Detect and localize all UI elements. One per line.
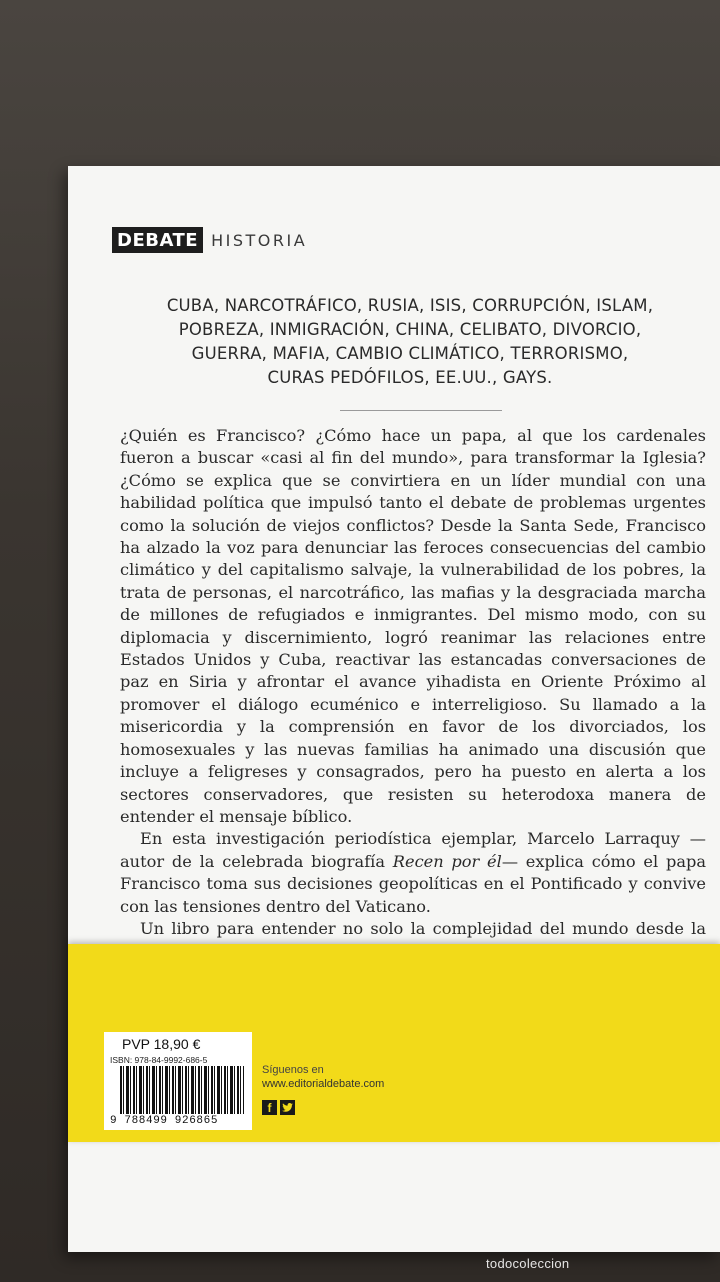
topics-line: GUERRA, MAFIA, CAMBIO CLIMÁTICO, TERRORISMO, <box>191 344 629 363</box>
topics-line: POBREZA, INMIGRACIÓN, CHINA, CELIBATO, DIVORCIO, <box>178 320 642 339</box>
follow-us-label: Síguenos en <box>262 1064 324 1076</box>
cited-book-title: Recen por él <box>392 851 502 871</box>
synopsis-paragraph-1: ¿Quién es Francisco? ¿Cómo hace un papa, al que los cardenales fueron a buscar «casi al fin del mundo», para transformar la Iglesia? ¿Cómo se explica que se convirtiera en un líder mundial con una habilidad política que impulsó tanto el debate de problemas urgentes como la solución de viejos conflictos? Desde la Santa Sede, Francisco ha alzado la voz para denunciar las feroces consecuencias del cambio climático y del capitalismo salvaje, la vulnerabilidad de los pobres, la trata de personas, el narcotráfico, las mafias y la desgraciada marcha de millones de refugiados e inmigrantes. Del mismo modo, con su diplomacia y discernimiento, logró reanimar las relaciones entre Estados Unidos y Cuba, reactivar las estancadas conversaciones de paz en Siria y afrontar el avance yihadista en Oriente Próximo al promover el diálogo ecuménico e interreligioso. Su llamado a la misericordia y la comprensión en favor de los divorciados, los homosexuales y las nuevas familias ha animado una discusión que incluye a feligreses y consagrados, pero ha puesto en alerta a los sectores conservadores, que resisten su heterodoxa manera de entender el mensaje bíblico. <box>120 426 706 826</box>
publisher-logo <box>112 226 307 254</box>
facebook-icon: f <box>262 1100 277 1115</box>
price-label: PVP 18,90 € <box>122 1036 201 1052</box>
publisher-logo-text: DEBATE <box>112 227 203 253</box>
collection-name: HISTORIA <box>211 230 308 250</box>
synopsis-paragraph-2 <box>120 828 706 918</box>
social-icons <box>262 1100 295 1115</box>
synopsis-paragraph-3: Un libro para entender no solo la complejidad del mundo desde la <box>140 918 706 938</box>
barcode-digits: 9 788499 926865 <box>110 1115 219 1127</box>
synopsis <box>120 425 706 963</box>
topics-line: CURAS PEDÓFILOS, EE.UU., GAYS. <box>267 368 553 387</box>
topics-line: CUBA, NARCOTRÁFICO, RUSIA, ISIS, CORRUPCIÓN, ISLAM, <box>166 296 654 315</box>
publisher-website: www.editorialdebate.com <box>262 1078 385 1090</box>
divider-rule <box>340 410 502 411</box>
twitter-icon <box>280 1100 295 1115</box>
topics-list <box>140 294 680 390</box>
synopsis-paragraph-2-end: — explica cómo el papa Francisco toma sus decisiones geopolíticas en el Pontificado y convive con las tensiones dentro del Vaticano. <box>120 851 706 916</box>
isbn-label: ISBN: 978-84-9992-686-5 <box>110 1055 208 1065</box>
watermark: todocoleccion <box>486 1256 570 1271</box>
synopsis-paragraph-2-start: En esta investigación periodística ejemplar, Marcelo Larraquy —autor de la celebrada biografía <box>120 829 706 871</box>
barcode-graphic <box>120 1066 244 1114</box>
